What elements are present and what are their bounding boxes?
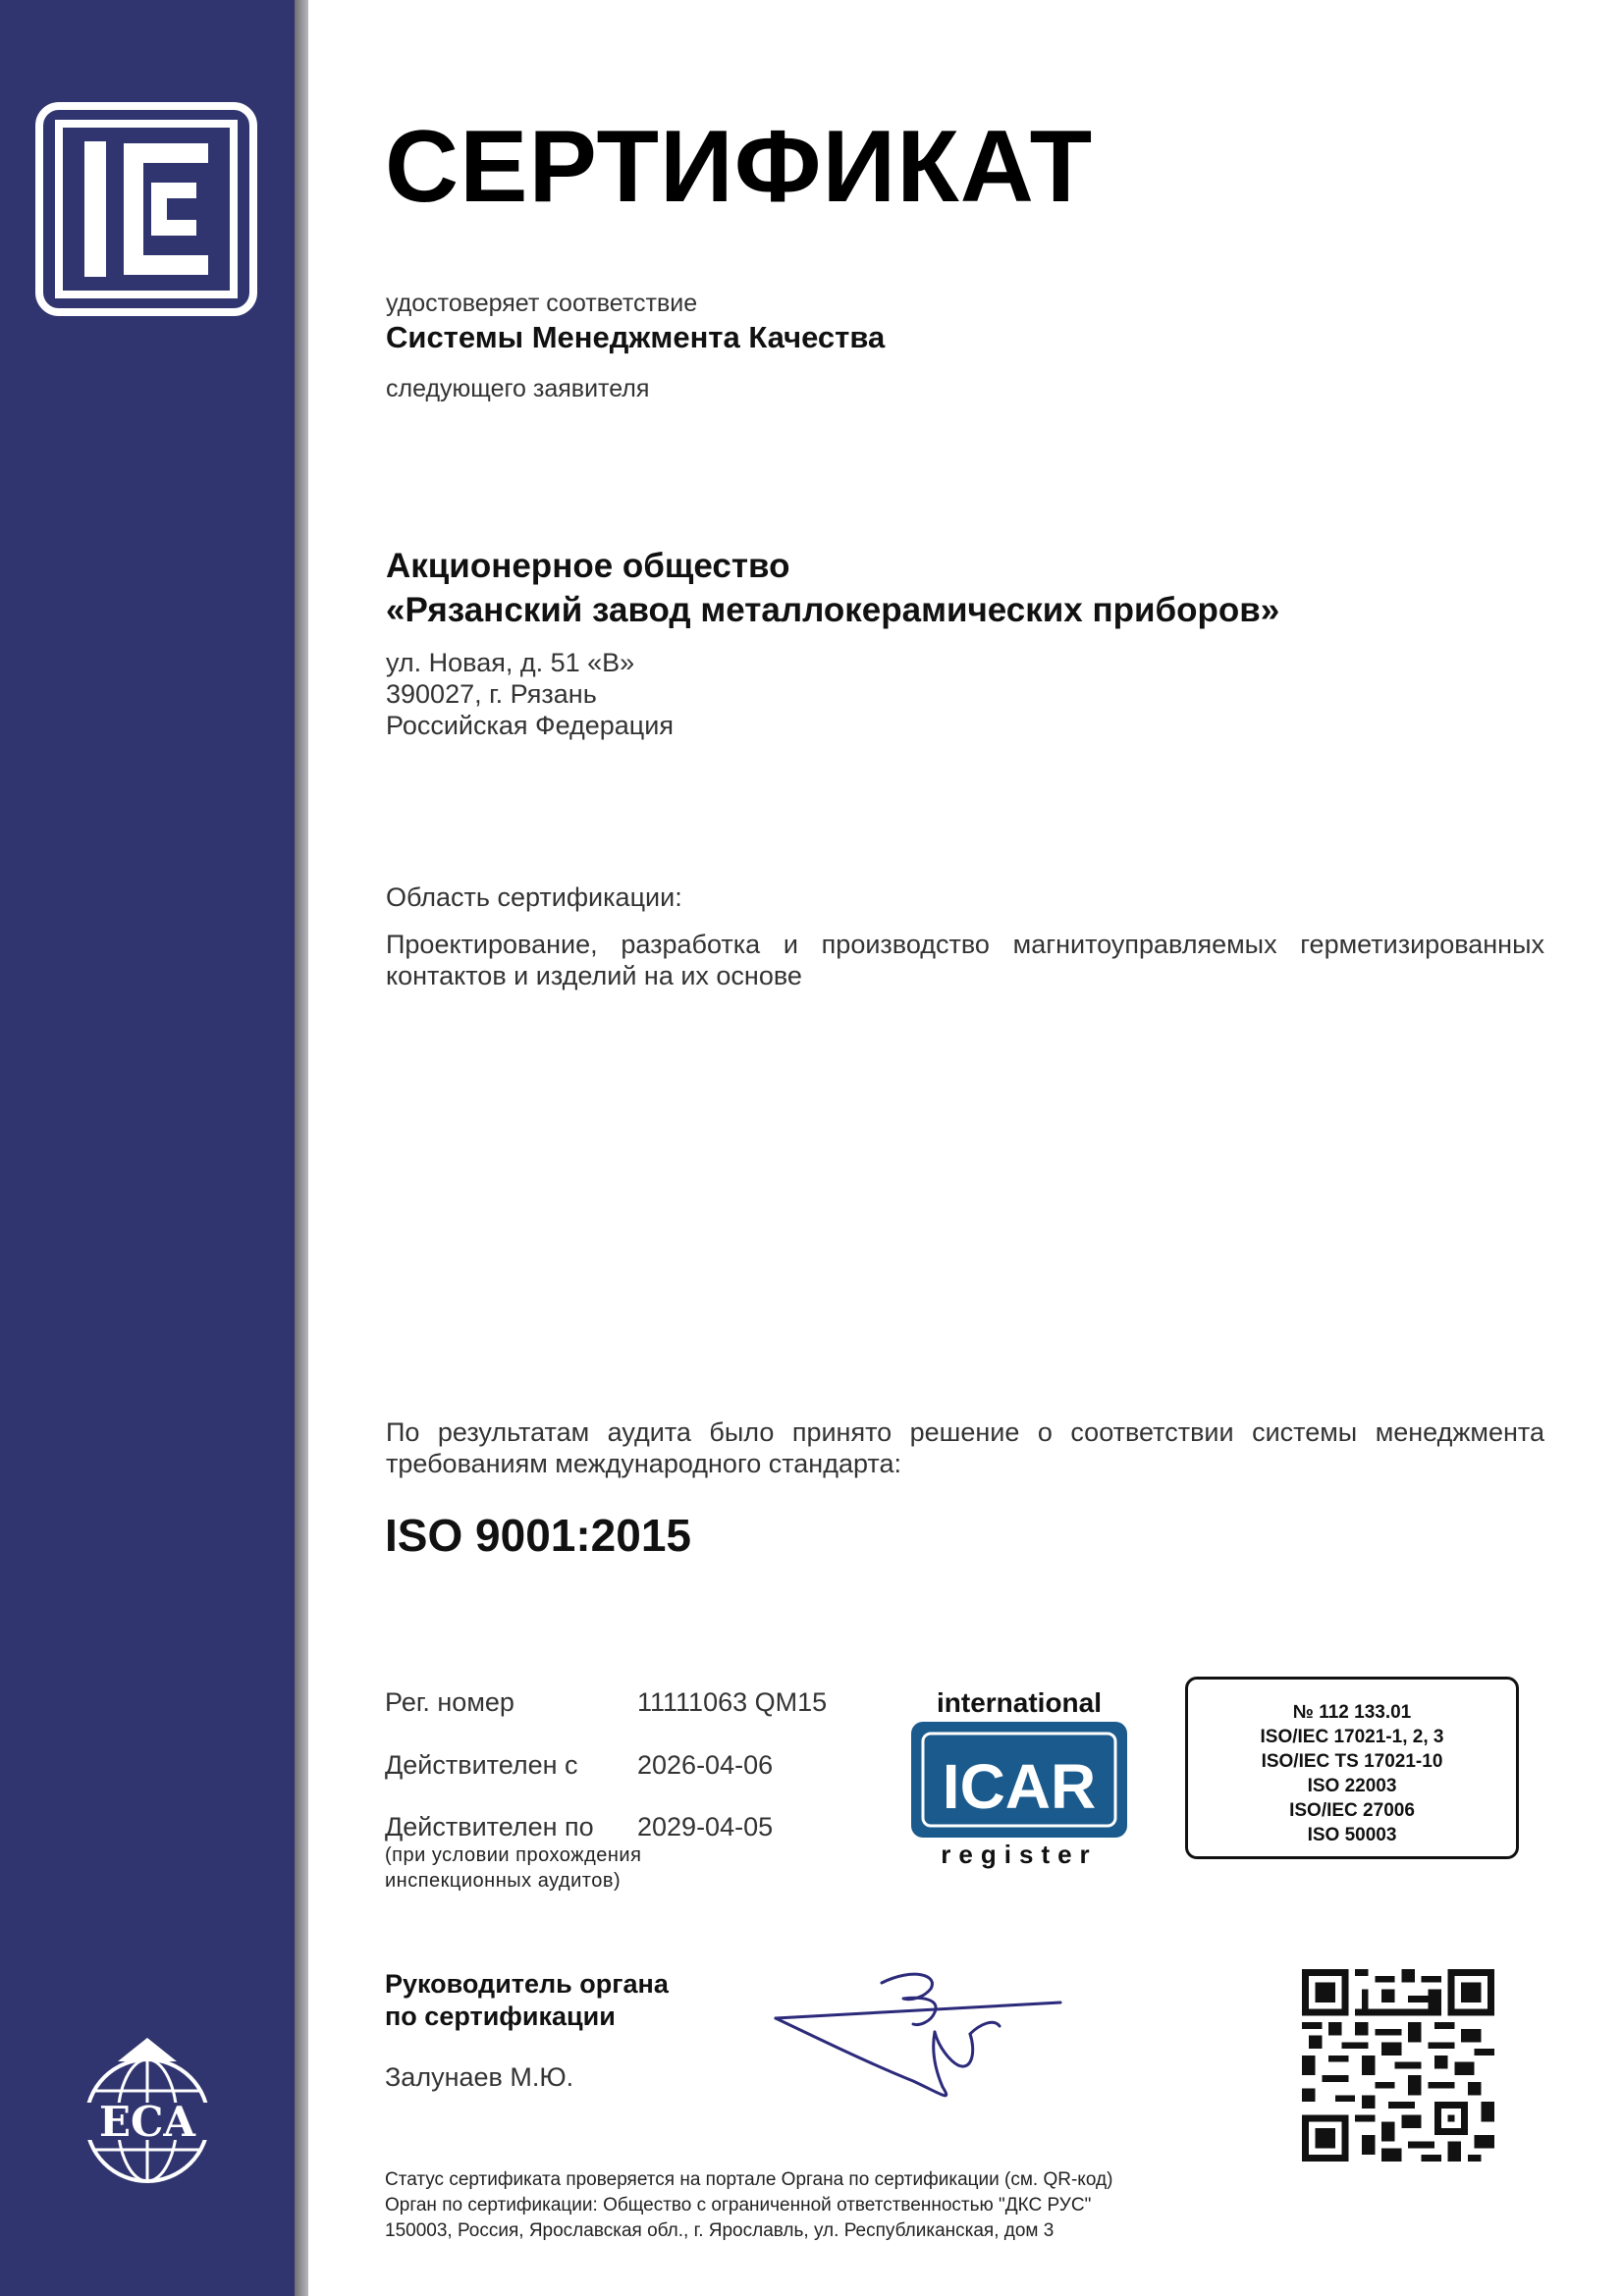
address-line2: 390027, г. Рязань — [386, 679, 597, 709]
eca-logo-text: ECA — [98, 2098, 196, 2146]
footer-line2: Орган по сертификации: Общество с ограниченной ответственностью "ДКС РУС" — [385, 2195, 1092, 2216]
icar-middle-text: ICAR — [942, 1751, 1097, 1822]
validity-condition — [385, 1842, 641, 1894]
accreditation-line: ISO/IEC TS 17021-10 — [1261, 1751, 1443, 1772]
accreditation-line: ISO 50003 — [1307, 1825, 1397, 1845]
signatory-role-line2: по сертификации — [385, 2002, 616, 2031]
footer-line3: 150003, Россия, Ярославская обл., г. Ярославль, ул. Республиканская, дом 3 — [385, 2220, 1055, 2241]
scope-label: Область сертификации: — [386, 882, 682, 912]
decision-text: По результатам аудита было принято решение о соответствии системы менеджмента требованиям международного стандарта: — [386, 1417, 1544, 1478]
page-title: СЕРТИФИКАТ — [385, 110, 1094, 224]
accreditation-line: № 112 133.01 — [1292, 1702, 1412, 1723]
condition-line1: (при условии прохождения — [385, 1844, 642, 1866]
condition-line2: инспекционных аудитов) — [385, 1870, 622, 1892]
reg-number-label: Рег. номер — [385, 1687, 514, 1717]
address-line3: Российская Федерация — [386, 711, 674, 740]
sidebar-band — [0, 0, 295, 2296]
address-line1: ул. Новая, д. 51 «В» — [386, 648, 635, 677]
system-name: Системы Менеджмента Качества — [386, 320, 886, 354]
accreditation-line: ISO/IEC 17021-1, 2, 3 — [1260, 1727, 1444, 1747]
signature-image — [766, 1963, 1100, 2110]
certifies-text: удостоверяет соответствие — [386, 290, 698, 317]
icar-bottom-text: register — [941, 1840, 1098, 1869]
iso-standard: ISO 9001:2015 — [385, 1510, 692, 1561]
qr-code[interactable] — [1302, 1969, 1494, 2162]
reg-number-value: 11111063 QM15 — [637, 1687, 828, 1717]
accreditation-line: ISO 22003 — [1307, 1776, 1397, 1796]
footer-line1: Статус сертификата проверяется на портале Органа по сертификации (см. QR-код) — [385, 2169, 1113, 2190]
icar-top-text: international — [936, 1688, 1103, 1718]
sidebar-stripe — [295, 0, 308, 2296]
scope-text: Проектирование, разработка и производство магнитоуправляемых герметизированных контактов и изделий на их основе — [386, 930, 1544, 990]
icar-register-logo — [905, 1688, 1133, 1869]
valid-to-value: 2029-04-05 — [637, 1812, 774, 1842]
valid-from-label: Действителен с — [385, 1750, 578, 1780]
signatory-role — [385, 1968, 669, 2033]
signatory-name: Залунаев М.Ю. — [385, 2062, 574, 2092]
accreditation-line: ISO/IEC 27006 — [1289, 1800, 1415, 1821]
company-name-line2: «Рязанский завод металлокерамических приборов» — [386, 591, 1280, 629]
eca-globe-logo — [63, 2034, 232, 2191]
valid-to-label: Действителен по — [385, 1812, 594, 1842]
certification-logo — [35, 102, 257, 316]
footer — [385, 2167, 1112, 2244]
signatory-role-line1: Руководитель органа — [385, 1969, 669, 1999]
valid-from-value: 2026-04-06 — [637, 1750, 774, 1780]
company-name-line1: Акционерное общество — [386, 547, 790, 585]
applicant-text: следующего заявителя — [386, 375, 650, 402]
accreditation-box — [1185, 1677, 1519, 1859]
